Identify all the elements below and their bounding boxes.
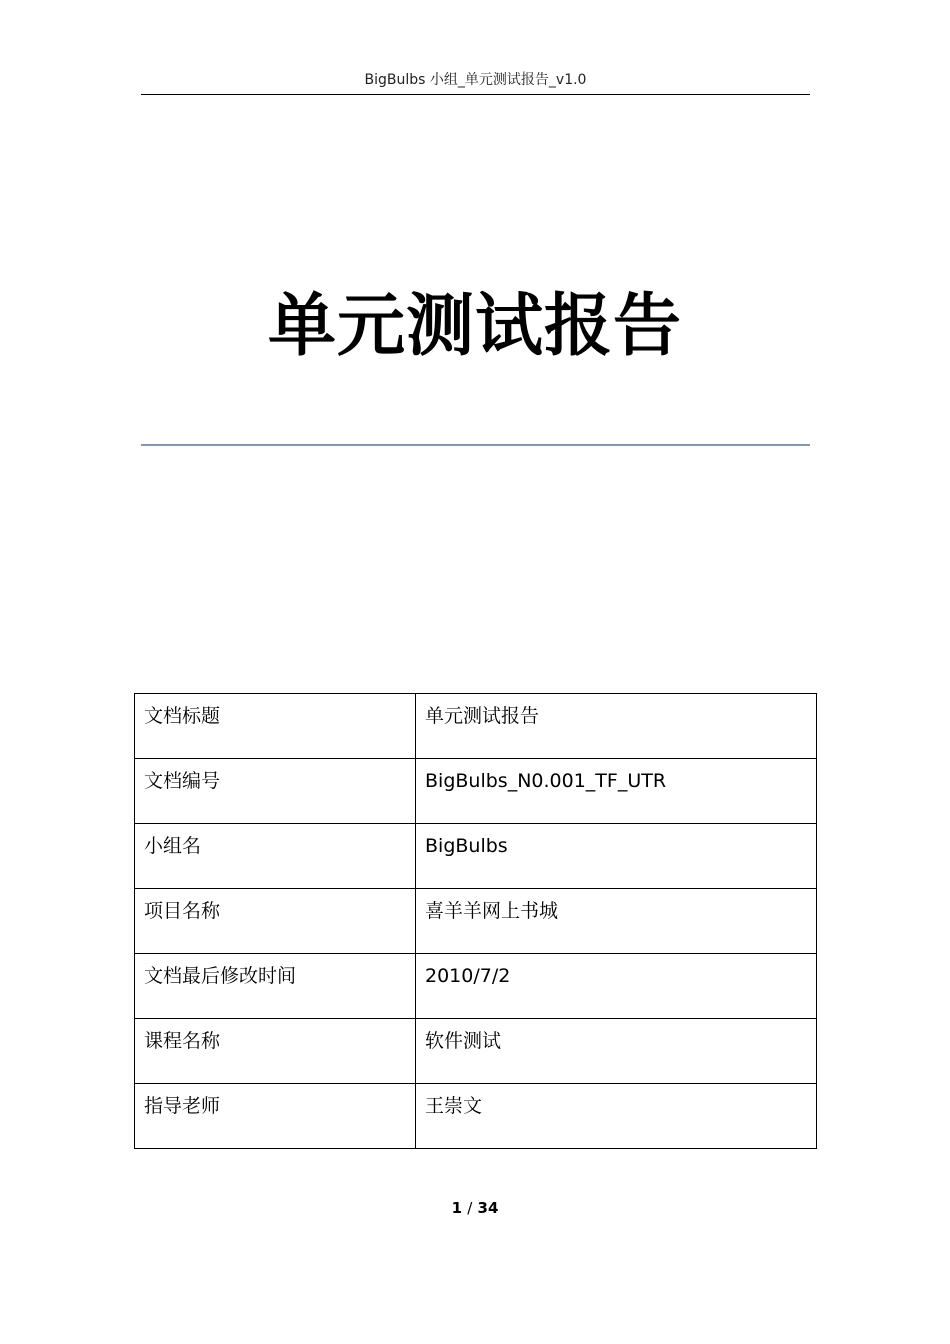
table-row (135, 889, 817, 954)
table-row (135, 694, 817, 759)
row-label: 课程名称 (135, 1019, 416, 1084)
document-info-table (134, 693, 817, 1149)
row-value: 喜羊羊网上书城 (416, 889, 817, 954)
row-value: 单元测试报告 (416, 694, 817, 759)
row-label: 文档最后修改时间 (135, 954, 416, 1019)
title-divider (141, 444, 810, 446)
row-label: 小组名 (135, 824, 416, 889)
row-value: BigBulbs (416, 824, 817, 889)
row-value: 王崇文 (416, 1084, 817, 1149)
row-label: 项目名称 (135, 889, 416, 954)
row-label: 文档编号 (135, 759, 416, 824)
row-label: 文档标题 (135, 694, 416, 759)
table-row (135, 1084, 817, 1149)
total-pages: 34 (477, 1199, 499, 1217)
table-row (135, 824, 817, 889)
current-page: 1 (451, 1199, 463, 1217)
table-row (135, 759, 817, 824)
row-value: 2010/7/2 (416, 954, 817, 1019)
table-row (135, 954, 817, 1019)
table-row (135, 1019, 817, 1084)
running-title: BigBulbs 小组_单元测试报告_v1.0 (364, 72, 587, 88)
page-number (0, 1198, 950, 1218)
document-title: 单元测试报告 (267, 287, 682, 366)
row-value: BigBulbs_N0.001_TF_UTR (416, 759, 817, 824)
page-separator: / (467, 1199, 473, 1217)
row-value: 软件测试 (416, 1019, 817, 1084)
page-header (141, 70, 810, 95)
row-label: 指导老师 (135, 1084, 416, 1149)
